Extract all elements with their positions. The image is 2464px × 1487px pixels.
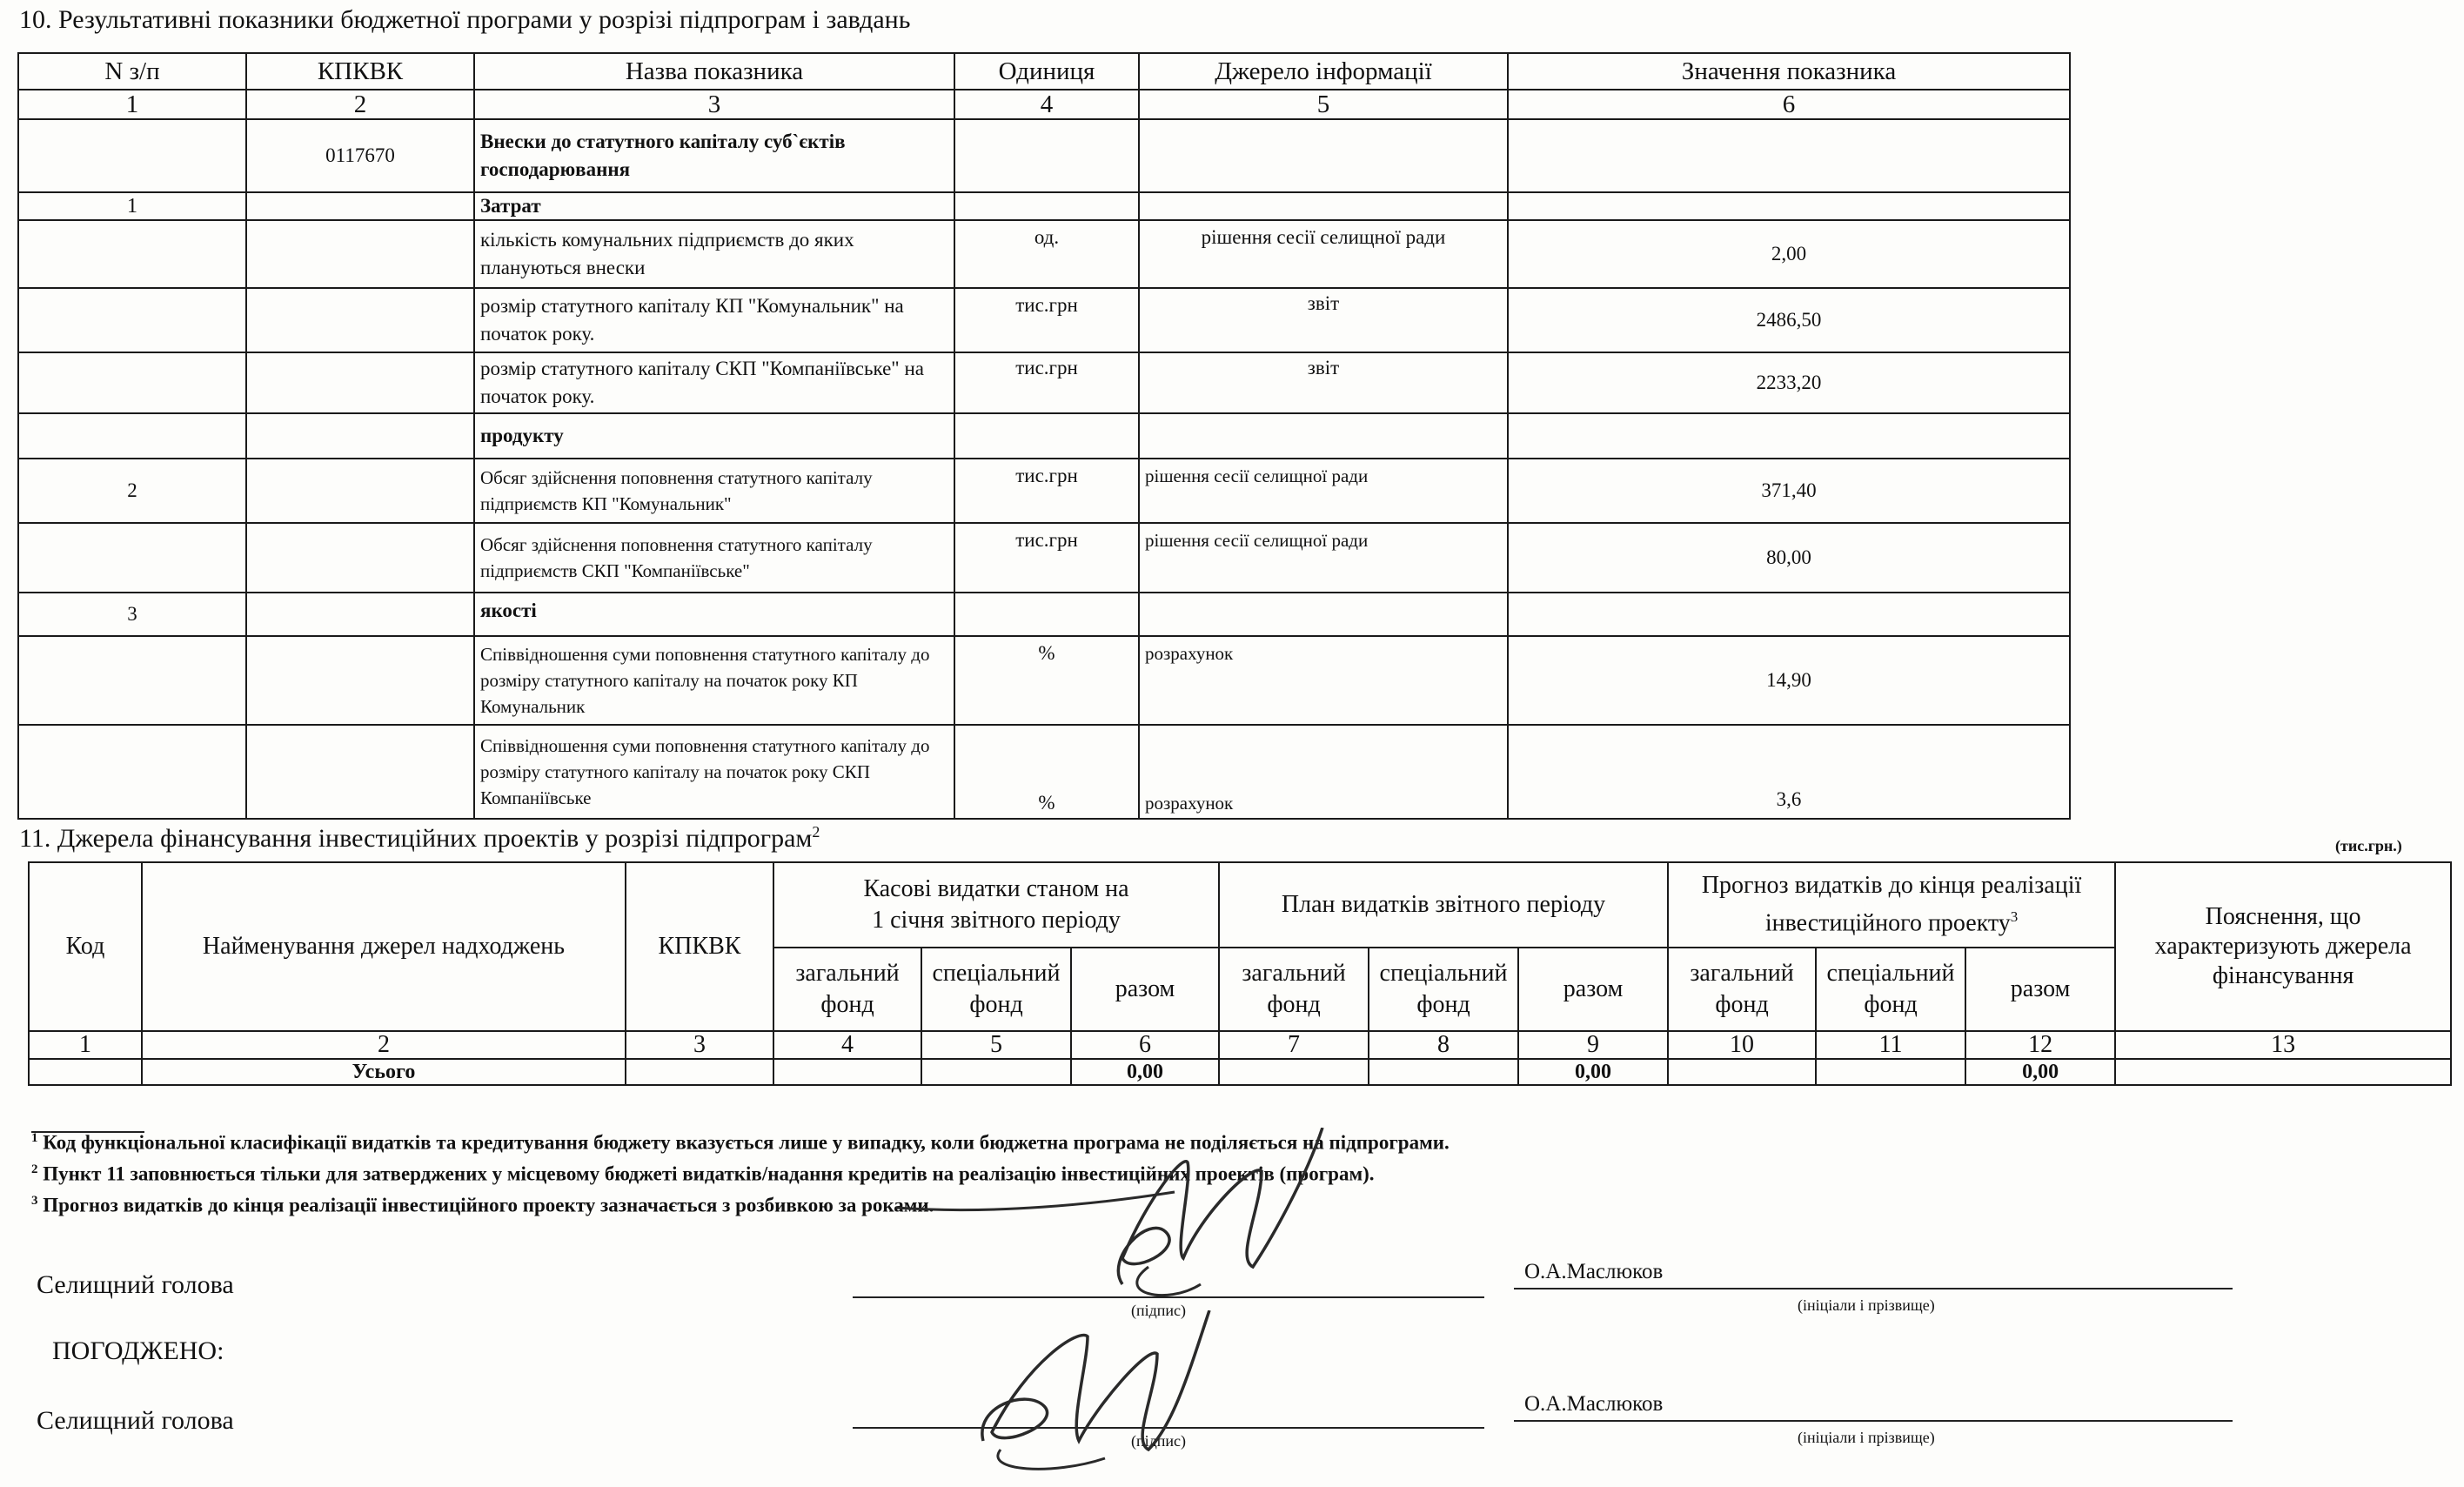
sub-text: фонд (1267, 991, 1321, 1018)
row-source: рішення сесії селищної ради (1139, 220, 1508, 288)
sub-text: фонд (1715, 991, 1769, 1018)
sub-general-fund (1219, 948, 1369, 1031)
col-number: 5 (921, 1031, 1071, 1059)
footnote-text: Код функціональної класифікації видатків та кредитування бюджету вказується лише у випадку, коли бюджетна програма не поділяється на підпрограми. (43, 1131, 1450, 1154)
units-label: (тис.грн.) (2335, 837, 2402, 854)
header-kpkvk: КПКВК (626, 862, 773, 1031)
header-cash-expenses-line2: 1 січня звітного періоду (872, 907, 1121, 934)
table-row (18, 725, 2070, 819)
row-kpkvk (246, 413, 474, 459)
total-row (29, 1059, 2451, 1085)
col-number: 8 (1369, 1031, 1518, 1059)
table-row (18, 192, 2070, 220)
row-kpkvk (246, 192, 474, 220)
row-kpkvk: 0117670 (246, 119, 474, 192)
col-number: 2 (142, 1031, 626, 1059)
signature-caption-1: (підпис) (1131, 1302, 1187, 1319)
total-empty-cell (626, 1059, 773, 1085)
name-line-2 (1514, 1420, 2233, 1422)
section-11-title-sup: 2 (812, 823, 820, 841)
column-number-row (18, 90, 2070, 119)
col-number: 4 (954, 90, 1139, 119)
header-forecast-line2: інвестиційного проекту (1764, 909, 2011, 937)
row-kpkvk (246, 288, 474, 352)
section-10-title: 10. Результативні показники бюджетної програми у розрізі підпрограм і завдань (19, 5, 911, 34)
handwritten-signature-2 (974, 1310, 1340, 1476)
row-number (18, 523, 246, 593)
sub-total: разом (1071, 948, 1219, 1031)
sub-special-fund (1816, 948, 1965, 1031)
signer-name-1: О.А.Маслюков (1524, 1260, 1664, 1283)
sub-text: загальний (1242, 960, 1346, 987)
investment-financing-table (28, 861, 2452, 1086)
row-unit (954, 192, 1139, 220)
total-plan-sum: 0,00 (1518, 1059, 1668, 1085)
table-row (18, 636, 2070, 725)
sub-text: фонд (820, 991, 874, 1018)
footnote-sup: 1 (31, 1131, 38, 1145)
row-unit: тис.грн (954, 459, 1139, 523)
row-value: 2486,50 (1508, 288, 2070, 352)
total-empty-cell (29, 1059, 142, 1085)
header-forecast-expenses (1668, 862, 2115, 948)
row-value: 2,00 (1508, 220, 2070, 288)
row-source: розрахунок (1139, 725, 1508, 819)
row-unit: тис.грн (954, 288, 1139, 352)
row-indicator-name: розмір статутного капіталу СКП "Компаніївське" на початок року. (474, 352, 954, 413)
signer-title-1: Селищний голова (37, 1270, 234, 1299)
column-number-row (29, 1031, 2451, 1059)
row-source: рішення сесії селищної ради (1139, 523, 1508, 593)
row-value (1508, 593, 2070, 636)
total-label: Усього (142, 1059, 626, 1085)
row-value (1508, 119, 2070, 192)
sub-text: фонд (1864, 991, 1918, 1018)
row-indicator-name: Співвідношення суми поповнення статутного капіталу до розміру статутного капіталу на початок року КП Комунальник (474, 636, 954, 725)
signer-name-2: О.А.Маслюков (1524, 1392, 1664, 1416)
total-empty-cell (773, 1059, 921, 1085)
col-number: 13 (2115, 1031, 2451, 1059)
row-value (1508, 413, 2070, 459)
col-number: 12 (1965, 1031, 2115, 1059)
row-value: 14,90 (1508, 636, 2070, 725)
total-empty-cell (1219, 1059, 1369, 1085)
table-row (18, 459, 2070, 523)
row-kpkvk (246, 220, 474, 288)
total-empty-cell (1816, 1059, 1965, 1085)
row-value: 2233,20 (1508, 352, 2070, 413)
row-unit: тис.грн (954, 523, 1139, 593)
header-plan-expenses: План видатків звітного періоду (1219, 862, 1668, 948)
row-unit: % (954, 636, 1139, 725)
footnote-3-visible (31, 1194, 934, 1217)
row-kpkvk (246, 593, 474, 636)
row-source: розрахунок (1139, 636, 1508, 725)
header-cell: Одиниця (954, 53, 1139, 90)
row-indicator-name: Обсяг здійснення поповнення статутного капіталу підприємств КП "Комунальник" (474, 459, 954, 523)
header-cell: Назва показника (474, 53, 954, 90)
col-number: 11 (1816, 1031, 1965, 1059)
header-forecast-sup: 3 (2010, 908, 2019, 926)
agreed-label: ПОГОДЖЕНО: (52, 1336, 224, 1365)
row-value: 3,6 (1508, 725, 2070, 819)
row-source: звіт (1139, 288, 1508, 352)
row-source (1139, 593, 1508, 636)
signature-caption-2: (підпис) (1131, 1432, 1187, 1450)
row-kpkvk (246, 725, 474, 819)
row-unit (954, 413, 1139, 459)
row-kpkvk (246, 352, 474, 413)
header-forecast-line1: Прогноз видатків до кінця реалізації (1701, 872, 2082, 900)
row-source: рішення сесії селищної ради (1139, 459, 1508, 523)
footnote-text: Пункт 11 заповнюється тільки для затверджених у місцевому бюджеті видатків/надання кредитів на реалізацію інвестиційних проектів (програм). (43, 1162, 1375, 1185)
col-number: 10 (1668, 1031, 1816, 1059)
row-source (1139, 119, 1508, 192)
header-cash-expenses-line1: Касові видатки станом на (863, 875, 1129, 902)
table-row (18, 288, 2070, 352)
sub-general-fund (773, 948, 921, 1031)
header-cell: Джерело інформації (1139, 53, 1508, 90)
row-number (18, 119, 246, 192)
sub-text: спеціальний (1379, 960, 1508, 987)
footnote-sup: 3 (31, 1194, 38, 1208)
table-row (18, 220, 2070, 288)
sub-text: фонд (1416, 991, 1470, 1018)
header-cash-expenses (773, 862, 1219, 948)
table-row (18, 119, 2070, 192)
initials-caption-2: (ініціали і прізвище) (1798, 1429, 1935, 1446)
row-source (1139, 192, 1508, 220)
row-kpkvk (246, 636, 474, 725)
col-number: 9 (1518, 1031, 1668, 1059)
signer-title-2: Селищний голова (37, 1406, 234, 1435)
header-cell: КПКВК (246, 53, 474, 90)
col-number: 6 (1508, 90, 2070, 119)
row-source: звіт (1139, 352, 1508, 413)
header-explanation: Пояснення, що характеризують джерела фінансування (2115, 862, 2451, 1031)
total-empty-cell (1369, 1059, 1518, 1085)
sub-text: спеціальний (1826, 960, 1955, 987)
row-value: 371,40 (1508, 459, 2070, 523)
col-number: 2 (246, 90, 474, 119)
header-kod: Код (29, 862, 142, 1031)
table-row (18, 352, 2070, 413)
row-indicator-name: кількість комунальних підприємств до яких плануються внески (474, 220, 954, 288)
row-indicator-name: Обсяг здійснення поповнення статутного капіталу підприємств СКП "Компаніївське" (474, 523, 954, 593)
col-number: 1 (18, 90, 246, 119)
row-kpkvk (246, 459, 474, 523)
row-number (18, 220, 246, 288)
handwritten-signature-1 (887, 1128, 1340, 1319)
row-number: 3 (18, 593, 246, 636)
row-indicator-name: Затрат (474, 192, 954, 220)
sub-text: фонд (969, 991, 1023, 1018)
footnote-sup: 2 (31, 1162, 38, 1176)
name-line-1 (1514, 1288, 2233, 1289)
table-row (18, 593, 2070, 636)
col-number: 7 (1219, 1031, 1369, 1059)
section-11-title-text: 11. Джерела фінансування інвестиційних проектів у розрізі підпрограм (19, 824, 813, 853)
row-indicator-name: розмір статутного капіталу КП "Комунальник" на початок року. (474, 288, 954, 352)
table-row (18, 523, 2070, 593)
col-number: 3 (474, 90, 954, 119)
row-unit (954, 119, 1139, 192)
row-number (18, 352, 246, 413)
row-number (18, 288, 246, 352)
total-cash-sum: 0,00 (1071, 1059, 1219, 1085)
header-cell: Значення показника (1508, 53, 2070, 90)
header-forecast-line2-wrap (1674, 901, 2109, 939)
row-kpkvk (246, 523, 474, 593)
total-empty-cell (2115, 1059, 2451, 1085)
total-empty-cell (1668, 1059, 1816, 1085)
col-number: 1 (29, 1031, 142, 1059)
col-number: 5 (1139, 90, 1508, 119)
sub-special-fund (1369, 948, 1518, 1031)
row-number (18, 725, 246, 819)
table-header-row (29, 862, 2451, 948)
row-indicator-name: продукту (474, 413, 954, 459)
row-number (18, 413, 246, 459)
section-11-title (19, 823, 820, 854)
row-unit: тис.грн (954, 352, 1139, 413)
table-row (18, 413, 2070, 459)
col-number: 6 (1071, 1031, 1219, 1059)
performance-indicators-table (17, 52, 2071, 820)
sub-total: разом (1965, 948, 2115, 1031)
row-number: 2 (18, 459, 246, 523)
footnote-text: Прогноз видатків до кінця реалізації інвестиційного проекту зазначається з розбивкою за роками. (43, 1194, 934, 1216)
sub-general-fund (1668, 948, 1816, 1031)
row-unit: % (954, 725, 1139, 819)
total-empty-cell (921, 1059, 1071, 1085)
col-number: 4 (773, 1031, 921, 1059)
total-forecast-sum: 0,00 (1965, 1059, 2115, 1085)
sub-text: спеціальний (932, 960, 1061, 987)
row-number (18, 636, 246, 725)
header-cell: N з/п (18, 53, 246, 90)
row-number: 1 (18, 192, 246, 220)
row-source (1139, 413, 1508, 459)
sub-text: загальний (1690, 960, 1794, 987)
row-value (1508, 192, 2070, 220)
row-indicator-name: Внески до статутного капіталу суб`єктів господарювання (474, 119, 954, 192)
sub-special-fund (921, 948, 1071, 1031)
col-number: 3 (626, 1031, 773, 1059)
initials-caption-1: (ініціали і прізвище) (1798, 1296, 1935, 1314)
row-unit: од. (954, 220, 1139, 288)
sub-text: загальний (795, 960, 900, 987)
row-value: 80,00 (1508, 523, 2070, 593)
row-indicator-name: якості (474, 593, 954, 636)
sub-total: разом (1518, 948, 1668, 1031)
header-source-name: Найменування джерел надходжень (142, 862, 626, 1031)
row-indicator-name: Співвідношення суми поповнення статутного капіталу до розміру статутного капіталу на початок року СКП Компаніївське (474, 725, 954, 819)
row-unit (954, 593, 1139, 636)
table-header-row (18, 53, 2070, 90)
